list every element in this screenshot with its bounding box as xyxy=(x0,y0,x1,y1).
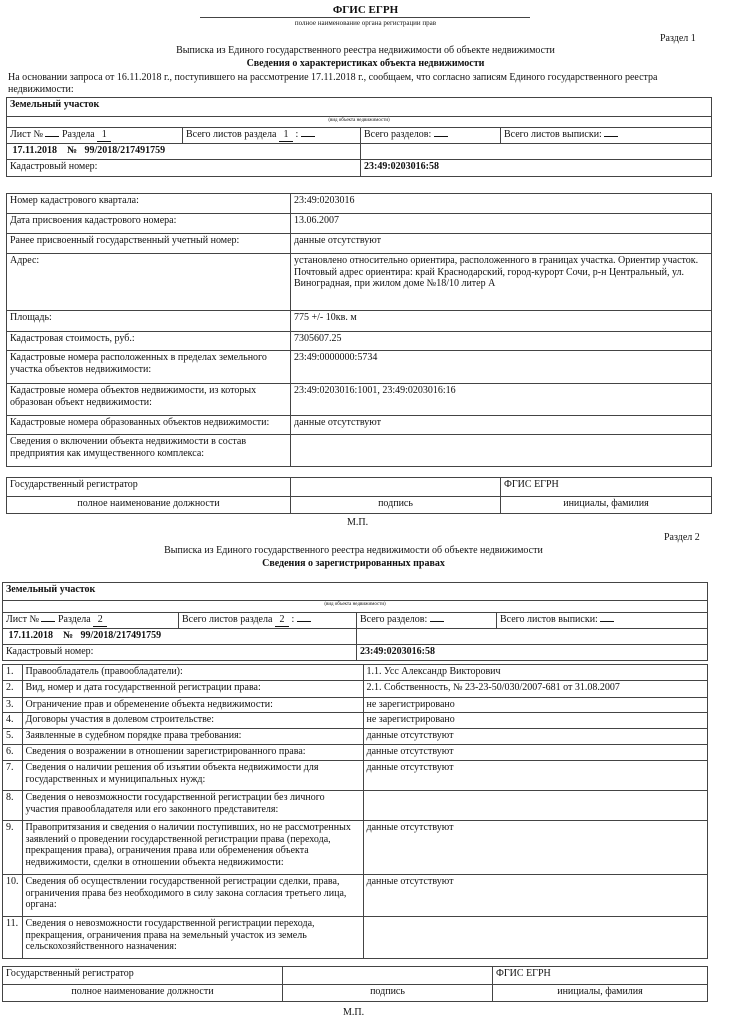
row-value: 1.1. Усс Александр Викторович xyxy=(363,665,708,681)
row-label: Ограничение прав и обременение объекта недвижимости: xyxy=(22,698,363,713)
row-label: Сведения о включении объекта недвижимости в состав предприятия как имущественного комплекса: xyxy=(7,435,291,467)
caption-position: полное наименование должности xyxy=(7,497,291,514)
section1-signature-table xyxy=(6,477,712,514)
row-label: Кадастровые номера образованных объектов недвижимости: xyxy=(7,416,291,435)
registrar-org: ФГИС ЕГРН xyxy=(493,967,708,985)
row-label: Сведения об осуществлении государственной регистрации сделки, права, ограничения права без необходимого в силу закона согласия третьего лица, органа: xyxy=(22,875,363,917)
section2-label: Раздел 2 xyxy=(664,532,700,543)
row-number: 6. xyxy=(3,745,23,761)
row-label: Договоры участия в долевом строительстве: xyxy=(22,713,363,729)
section2-rights-table xyxy=(2,664,708,959)
section1-header-table xyxy=(6,97,712,177)
date-number: 17.11.2018 № 99/2018/217491759 xyxy=(7,144,361,160)
object-type: Земельный участок xyxy=(7,98,712,117)
row-label: Кадастровые номера объектов недвижимости, из которых образован объект недвижимости: xyxy=(7,384,291,416)
row-label: Кадастровая стоимость, руб.: xyxy=(7,332,291,351)
caption-name: инициалы, фамилия xyxy=(501,497,712,514)
caption-signature: подпись xyxy=(291,497,501,514)
header-rule xyxy=(200,17,530,18)
caption-position: полное наименование должности xyxy=(3,985,283,1002)
total-sheets: Всего листов выписки: xyxy=(501,128,712,144)
section1-characteristics-table xyxy=(6,193,712,467)
date-number: 17.11.2018 № 99/2018/217491759 xyxy=(3,629,357,645)
total-sections: Всего разделов: xyxy=(361,128,501,144)
row-value: не зарегистрировано xyxy=(363,698,708,713)
sheet-info: Лист № Раздела 1 xyxy=(7,128,183,144)
registrar: Государственный регистратор xyxy=(7,478,291,497)
row-label: Сведения о наличии решения об изъятии объекта недвижимости для государственных и муниципальных нужд: xyxy=(22,761,363,791)
row-value: 23:49:0203016 xyxy=(291,194,712,214)
row-label: Сведения о невозможности государственной регистрации без личного участия правообладателя или его законного представителя: xyxy=(22,791,363,821)
row-value: данные отсутствуют xyxy=(363,875,708,917)
cadastral-label: Кадастровый номер: xyxy=(7,160,361,177)
row-number: 11. xyxy=(3,917,23,959)
cadastral-value: 23:49:0203016:58 xyxy=(357,645,708,661)
row-value: данные отсутствуют xyxy=(363,745,708,761)
row-label: Адрес: xyxy=(7,254,291,311)
total-sheets-section: Всего листов раздела 1 : xyxy=(183,128,361,144)
section1-intro: На основании запроса от 16.11.2018 г., поступившего на рассмотрение 17.11.2018 г., сообщаем, что согласно записям Единого государственного реестра недвижимости: xyxy=(8,72,658,95)
row-number: 10. xyxy=(3,875,23,917)
total-sections: Всего разделов: xyxy=(357,613,497,629)
row-value: данные отсутствуют xyxy=(291,234,712,254)
row-label: Заявленные в судебном порядке права требования: xyxy=(22,729,363,745)
total-sheets: Всего листов выписки: xyxy=(497,613,708,629)
row-value: 13.06.2007 xyxy=(291,214,712,234)
section1-doc-subtitle: Сведения о характеристиках объекта недвижимости xyxy=(246,58,485,69)
row-number: 4. xyxy=(3,713,23,729)
section1-label: Раздел 1 xyxy=(660,33,696,44)
object-type: Земельный участок xyxy=(3,583,708,601)
object-type-caption: (вид объекта недвижимости) xyxy=(3,601,708,613)
header-title: ФГИС ЕГРН xyxy=(332,4,399,16)
row-value: установлено относительно ориентира, расположенного в границах участка. Ориентир участок. Почтовый адрес ориентира: край Краснодарский, город-курорт Сочи, р-н Центральный, ул. Виноградная, при жилом доме №18/10 литер А xyxy=(291,254,712,311)
section2-stamp: М.П. xyxy=(343,1007,365,1018)
row-value: 7305607.25 xyxy=(291,332,712,351)
object-type-caption: (вид объекта недвижимости) xyxy=(7,117,712,128)
section1-stamp: М.П. xyxy=(347,517,369,528)
row-label: Сведения о невозможности государственной регистрации перехода, прекращения, ограничения права на земельный участок из земель сельскохозяйственного назначения: xyxy=(22,917,363,959)
row-number: 3. xyxy=(3,698,23,713)
row-value: 2.1. Собственность, № 23-23-50/030/2007-681 от 31.08.2007 xyxy=(363,681,708,698)
row-value xyxy=(363,791,708,821)
cadastral-value: 23:49:0203016:58 xyxy=(361,160,712,177)
row-value: 775 +/- 10кв. м xyxy=(291,311,712,332)
row-label: Дата присвоения кадастрового номера: xyxy=(7,214,291,234)
cadastral-label: Кадастровый номер: xyxy=(3,645,357,661)
row-value: 23:49:0203016:1001, 23:49:0203016:16 xyxy=(291,384,712,416)
row-label: Сведения о возражении в отношении зарегистрированного права: xyxy=(22,745,363,761)
row-number: 5. xyxy=(3,729,23,745)
section1-doc-title: Выписка из Единого государственного реестра недвижимости об объекте недвижимости xyxy=(176,45,555,56)
row-label: Правообладатель (правообладатели): xyxy=(22,665,363,681)
row-value: 23:49:0000000:5734 xyxy=(291,351,712,384)
row-label: Площадь: xyxy=(7,311,291,332)
row-number: 7. xyxy=(3,761,23,791)
total-sheets-section: Всего листов раздела 2 : xyxy=(179,613,357,629)
row-label: Ранее присвоенный государственный учетный номер: xyxy=(7,234,291,254)
row-value: не зарегистрировано xyxy=(363,713,708,729)
row-value xyxy=(363,917,708,959)
registrar-org: ФГИС ЕГРН xyxy=(501,478,712,497)
caption-name: инициалы, фамилия xyxy=(493,985,708,1002)
section2-signature-table xyxy=(2,966,708,1002)
sheet-info: Лист № Раздела 2 xyxy=(3,613,179,629)
row-number: 2. xyxy=(3,681,23,698)
row-value: данные отсутствуют xyxy=(363,729,708,745)
row-value: данные отсутствуют xyxy=(363,761,708,791)
row-label: Вид, номер и дата государственной регистрации права: xyxy=(22,681,363,698)
row-number: 9. xyxy=(3,821,23,875)
row-value: данные отсутствуют xyxy=(291,416,712,435)
caption-signature: подпись xyxy=(283,985,493,1002)
section2-doc-subtitle: Сведения о зарегистрированных правах xyxy=(262,558,445,569)
section2-header-table xyxy=(2,582,708,661)
row-number: 1. xyxy=(3,665,23,681)
row-label: Правопритязания и сведения о наличии поступивших, но не рассмотренных заявлений о проведении государственной регистрации права (перехода, прекращения права), ограничения права или обременения объекта недвижимости, сделки в отношении объекта недвижимости: xyxy=(22,821,363,875)
row-label: Кадастровые номера расположенных в пределах земельного участка объектов недвижимости: xyxy=(7,351,291,384)
row-number: 8. xyxy=(3,791,23,821)
registrar: Государственный регистратор xyxy=(3,967,283,985)
section2-doc-title: Выписка из Единого государственного реестра недвижимости об объекте недвижимости xyxy=(164,545,543,556)
header-subtitle: полное наименование органа регистрации прав xyxy=(294,19,437,27)
row-value xyxy=(291,435,712,467)
row-label: Номер кадастрового квартала: xyxy=(7,194,291,214)
row-value: данные отсутствуют xyxy=(363,821,708,875)
